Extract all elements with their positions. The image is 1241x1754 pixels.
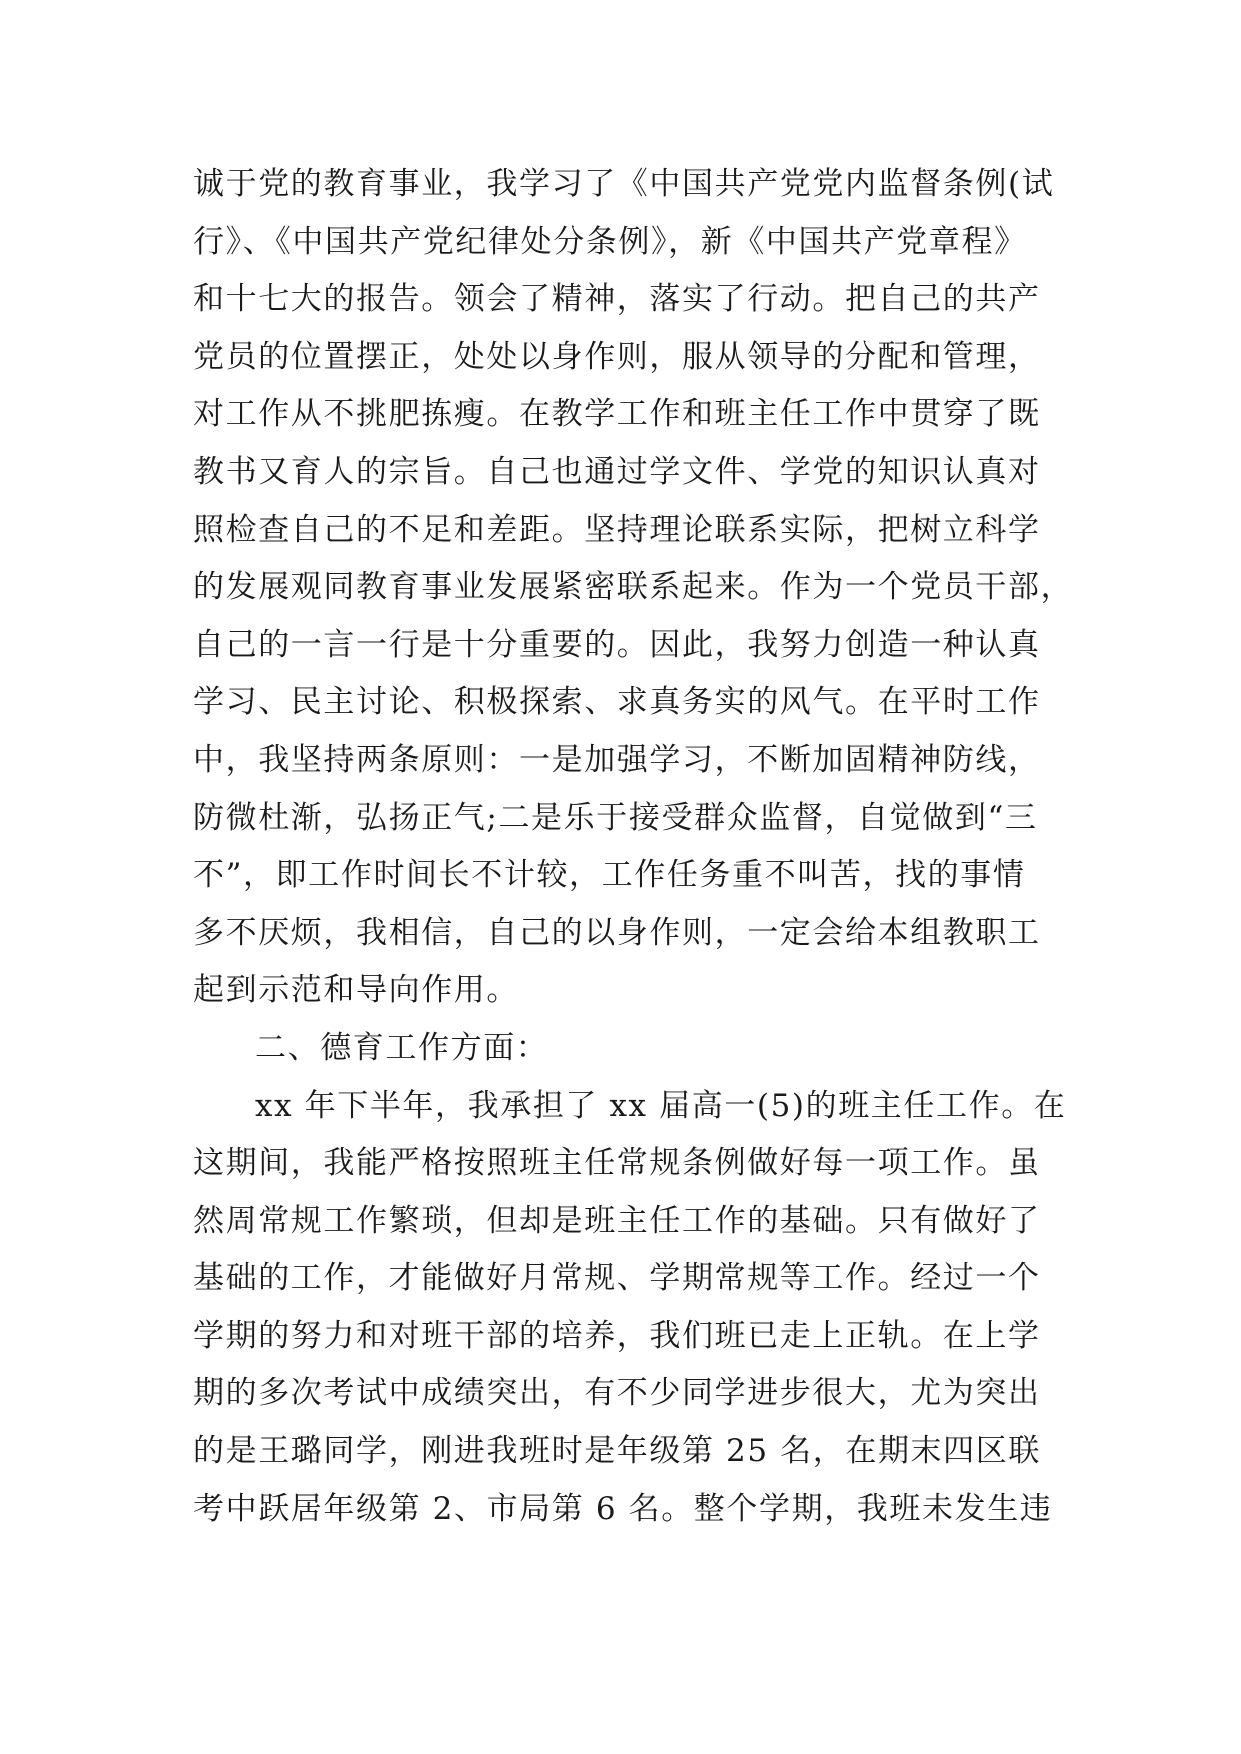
text-line: 起到示范和导向作用。: [193, 972, 519, 1009]
body-text: [193, 156, 1074, 1538]
text-line: 基础的工作，才能做好月常规、学期常规等工作。经过一个: [193, 1260, 1041, 1297]
text-line: 对工作从不挑肥拣瘦。在教学工作和班主任工作中贯穿了既: [193, 396, 1041, 433]
text-line: 考中跃居年级第 2、市局第 6 名。整个学期，我班未发生违: [193, 1490, 1053, 1527]
text-line: 党员的位置摆正，处处以身作则，服从领导的分配和管理，: [193, 338, 1041, 375]
text-line: 的发展观同教育事业发展紧密联系起来。作为一个党员干部，: [193, 569, 1074, 606]
text-line: 防微杜渐，弘扬正气;二是乐于接受群众监督，自觉做到“三: [193, 799, 1038, 836]
text-line: 照检查自己的不足和差距。坚持理论联系实际，把树立科学: [193, 511, 1041, 548]
paragraph-first-line: xx 年下半年，我承担了 xx 届高一(5)的班主任工作。在: [255, 1087, 1067, 1124]
text-line: 然周常规工作繁琐，但却是班主任工作的基础。只有做好了: [193, 1202, 1041, 1239]
section-heading: 二、德育工作方面：: [255, 1029, 549, 1066]
text-line: 期的多次考试中成绩突出，有不少同学进步很大，尤为突出: [193, 1375, 1041, 1412]
text-line: 多不厌烦，我相信，自己的以身作则，一定会给本组教职工: [193, 914, 1041, 951]
text-line: 行》、《中国共产党纪律处分条例》，新《中国共产党章程》: [193, 223, 1027, 260]
text-line: 不”，即工作时间长不计较，工作任务重不叫苦，找的事情: [193, 857, 1026, 894]
text-line: 诚于党的教育事业，我学习了《中国共产党党内监督条例(试: [193, 166, 1055, 202]
text-line: 中，我坚持两条原则：一是加强学习，不断加固精神防线，: [193, 741, 1041, 778]
text-line: 这期间，我能严格按照班主任常规条例做好每一项工作。虽: [193, 1145, 1041, 1182]
text-line: 自己的一言一行是十分重要的。因此，我努力创造一种认真: [193, 626, 1041, 663]
text-line: 学习、民主讨论、积极探索、求真务实的风气。在平时工作: [193, 684, 1041, 721]
text-line: 学期的努力和对班干部的培养，我们班已走上正轨。在上学: [193, 1317, 1041, 1354]
text-line: 教书又育人的宗旨。自己也通过学文件、学党的知识认真对: [193, 453, 1041, 490]
text-line: 的是王璐同学，刚进我班时是年级第 25 名，在期末四区联: [193, 1433, 1041, 1470]
text-line: 和十七大的报告。领会了精神，落实了行动。把自己的共产: [193, 281, 1041, 318]
